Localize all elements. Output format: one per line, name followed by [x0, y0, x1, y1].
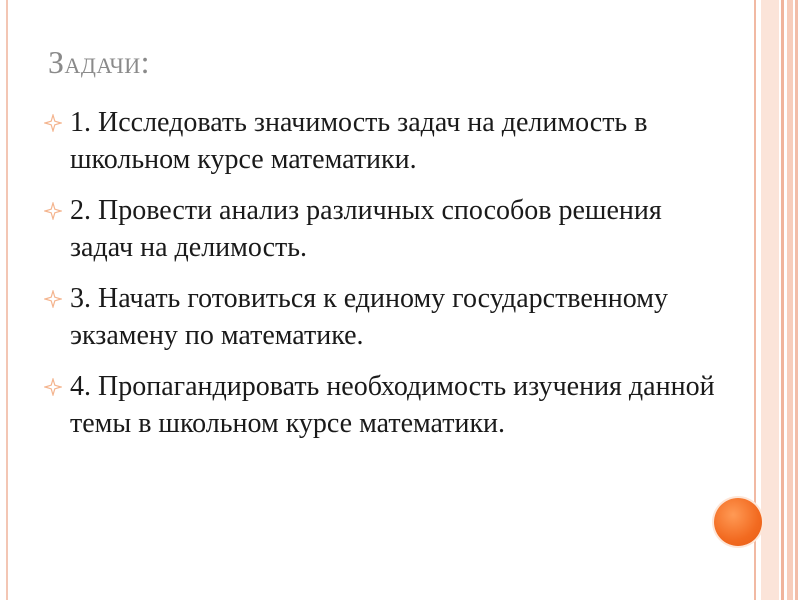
left-border-line — [6, 0, 8, 600]
list-item-text: 4. Пропагандировать необходимость изучения данной темы в школьном курсе математики. — [70, 371, 715, 439]
sparkle-icon — [44, 108, 70, 138]
stripe — [795, 0, 798, 600]
task-list — [44, 104, 724, 456]
list-item — [44, 368, 724, 442]
stripe — [781, 0, 784, 600]
list-item-text: 1. Исследовать значимость задач на делимость в школьном курсе математики. — [70, 107, 648, 175]
slide-title: Задачи: — [48, 44, 151, 80]
list-item — [44, 192, 724, 266]
orange-circle-decoration — [714, 498, 762, 546]
list-item — [44, 104, 724, 178]
sparkle-icon — [44, 372, 70, 402]
list-item-text: 2. Провести анализ различных способов решения задач на делимость. — [70, 195, 662, 263]
sparkle-icon — [44, 196, 70, 226]
sparkle-icon — [44, 284, 70, 314]
stripe — [787, 0, 793, 600]
list-item-text: 3. Начать готовиться к единому государственному экзамену по математике. — [70, 283, 668, 351]
list-item — [44, 280, 724, 354]
stripe — [761, 0, 779, 600]
